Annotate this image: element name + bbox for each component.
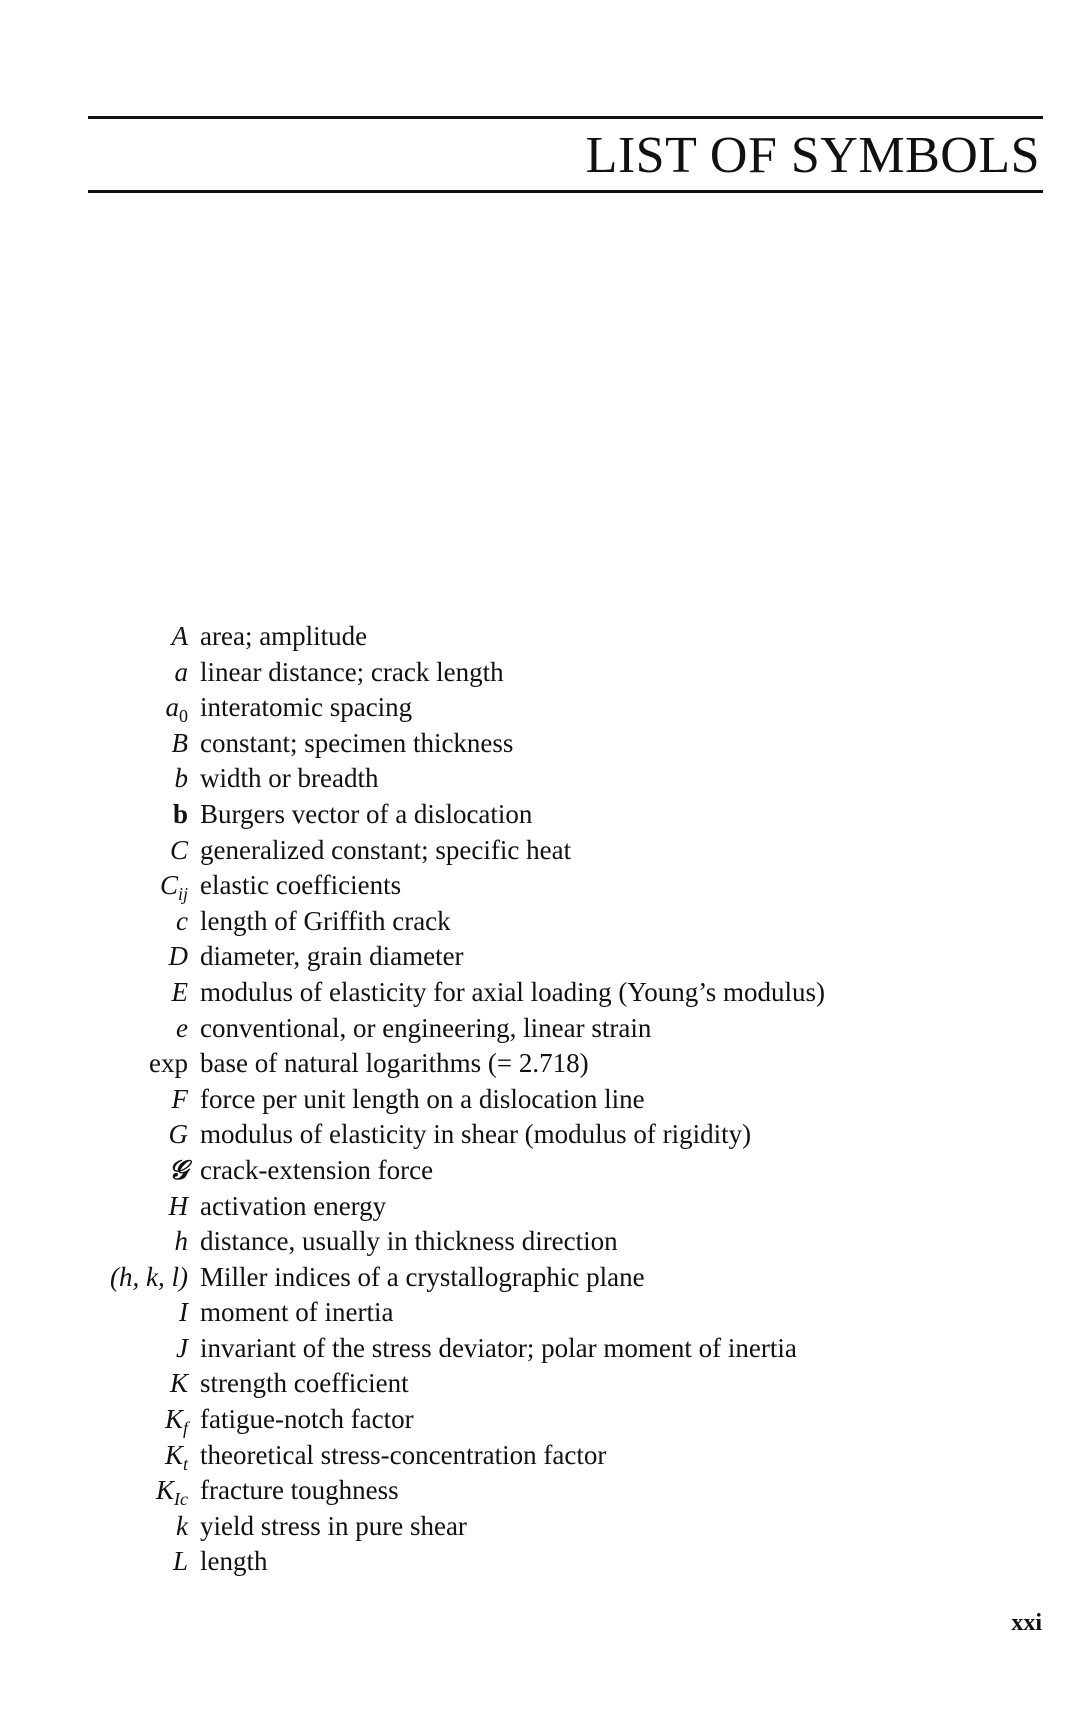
symbol-row: [0, 1331, 1080, 1367]
symbol-definition: base of natural logarithms (= 2.718): [200, 1048, 589, 1079]
symbol: F: [171, 1083, 188, 1114]
symbol-row: [0, 655, 1080, 691]
symbol-row: [0, 1473, 1080, 1509]
symbol-definition: fatigue-notch factor: [200, 1404, 414, 1435]
symbol-subscript: Ic: [174, 1489, 188, 1510]
symbol-definition: length of Griffith crack: [200, 905, 451, 936]
symbol: $K_{Ic}$: [156, 1475, 188, 1510]
symbol: C: [169, 834, 188, 865]
symbol-row: [0, 690, 1080, 726]
symbol-row: [0, 726, 1080, 762]
symbol: k: [176, 1510, 188, 1541]
symbol-row: [0, 1224, 1080, 1260]
symbol-definition: conventional, or engineering, linear strain: [200, 1012, 652, 1043]
symbol-definition: width or breadth: [200, 763, 379, 794]
symbol-row: [0, 1366, 1080, 1402]
symbol: $K_t$: [164, 1439, 188, 1474]
header-rule-top: [88, 116, 1043, 119]
symbol-list: [0, 619, 1080, 1580]
symbol-row: [0, 1011, 1080, 1047]
symbol-row: [0, 1117, 1080, 1153]
symbol-row: [0, 1295, 1080, 1331]
symbol-row: [0, 1544, 1080, 1580]
symbol-definition: diameter, grain diameter: [200, 941, 464, 972]
symbol-definition: strength coefficient: [200, 1368, 409, 1399]
symbol-row: [0, 1438, 1080, 1474]
symbol: K: [169, 1368, 188, 1399]
symbol-definition: theoretical stress-concentration factor: [200, 1439, 607, 1470]
symbol-row: [0, 1189, 1080, 1225]
symbol: b: [172, 798, 188, 829]
symbol-definition: invariant of the stress deviator; polar moment of inertia: [200, 1332, 797, 1363]
symbol: I: [179, 1297, 188, 1328]
symbol: c: [176, 905, 188, 936]
symbol-row: [0, 1153, 1080, 1189]
symbol-subscript: f: [182, 1418, 188, 1439]
symbol-row: [0, 1402, 1080, 1438]
symbol-definition: generalized constant; specific heat: [200, 834, 572, 865]
symbol-row: [0, 797, 1080, 833]
page-title: LIST OF SYMBOLS: [585, 127, 1040, 184]
symbol: 𝒢: [168, 1154, 188, 1186]
symbol: E: [171, 976, 188, 1007]
symbol-definition: activation energy: [200, 1190, 387, 1221]
symbol: D: [168, 941, 188, 972]
symbol-definition: yield stress in pure shear: [200, 1510, 467, 1541]
symbol-definition: fracture toughness: [200, 1475, 399, 1506]
symbol: e: [176, 1012, 188, 1043]
symbol: J: [176, 1332, 188, 1363]
symbol-definition: linear distance; crack length: [200, 656, 504, 687]
symbol: A: [171, 621, 188, 651]
symbol-definition: force per unit length on a dislocation line: [200, 1083, 645, 1114]
symbol-definition: elastic coefficients: [200, 870, 402, 901]
symbol-definition: modulus of elasticity for axial loading (Young’s modulus): [200, 976, 825, 1007]
page-number: xxi: [1011, 1610, 1042, 1636]
symbol: (h, k, l): [110, 1261, 188, 1292]
header-rule-bottom: [88, 190, 1043, 193]
symbol-row: [0, 1082, 1080, 1118]
symbol: B: [171, 727, 188, 758]
symbol-definition: distance, usually in thickness direction: [200, 1226, 618, 1257]
symbol-row: [0, 939, 1080, 975]
symbol: L: [172, 1546, 188, 1577]
symbol: G: [168, 1119, 188, 1150]
symbol: $a_0$: [165, 692, 188, 727]
symbol-subscript: ij: [177, 884, 188, 905]
symbol-definition: interatomic spacing: [200, 692, 413, 723]
symbol-row: [0, 904, 1080, 940]
symbol-subscript: 0: [179, 706, 188, 727]
symbol-row: [0, 1509, 1080, 1545]
symbol: exp: [149, 1048, 188, 1079]
symbol: $K_f$: [164, 1404, 188, 1439]
symbol-row: [0, 833, 1080, 869]
symbol: b: [174, 763, 188, 794]
symbol: a: [174, 656, 188, 687]
symbol-definition: modulus of elasticity in shear (modulus of rigidity): [200, 1119, 752, 1150]
symbol: H: [168, 1190, 188, 1221]
symbol-row: [0, 1260, 1080, 1296]
symbol-row: [0, 1046, 1080, 1082]
symbol-definition: length: [200, 1546, 268, 1577]
symbol-definition: constant; specimen thickness: [200, 727, 514, 758]
symbol-subscript: t: [182, 1453, 188, 1474]
symbol-row: [0, 868, 1080, 904]
symbol-definition: crack-extension force: [200, 1154, 434, 1185]
symbol-row: [0, 761, 1080, 797]
symbol-row: [0, 975, 1080, 1011]
symbol-definition: moment of inertia: [200, 1297, 394, 1328]
symbol-definition: Burgers vector of a dislocation: [200, 798, 533, 829]
symbol-definition: Miller indices of a crystallographic plane: [200, 1261, 645, 1292]
symbol-row: [0, 619, 1080, 655]
symbol-definition: area; amplitude: [200, 621, 368, 651]
symbol: $C_{ij}$: [159, 870, 188, 905]
symbol: h: [174, 1226, 188, 1257]
